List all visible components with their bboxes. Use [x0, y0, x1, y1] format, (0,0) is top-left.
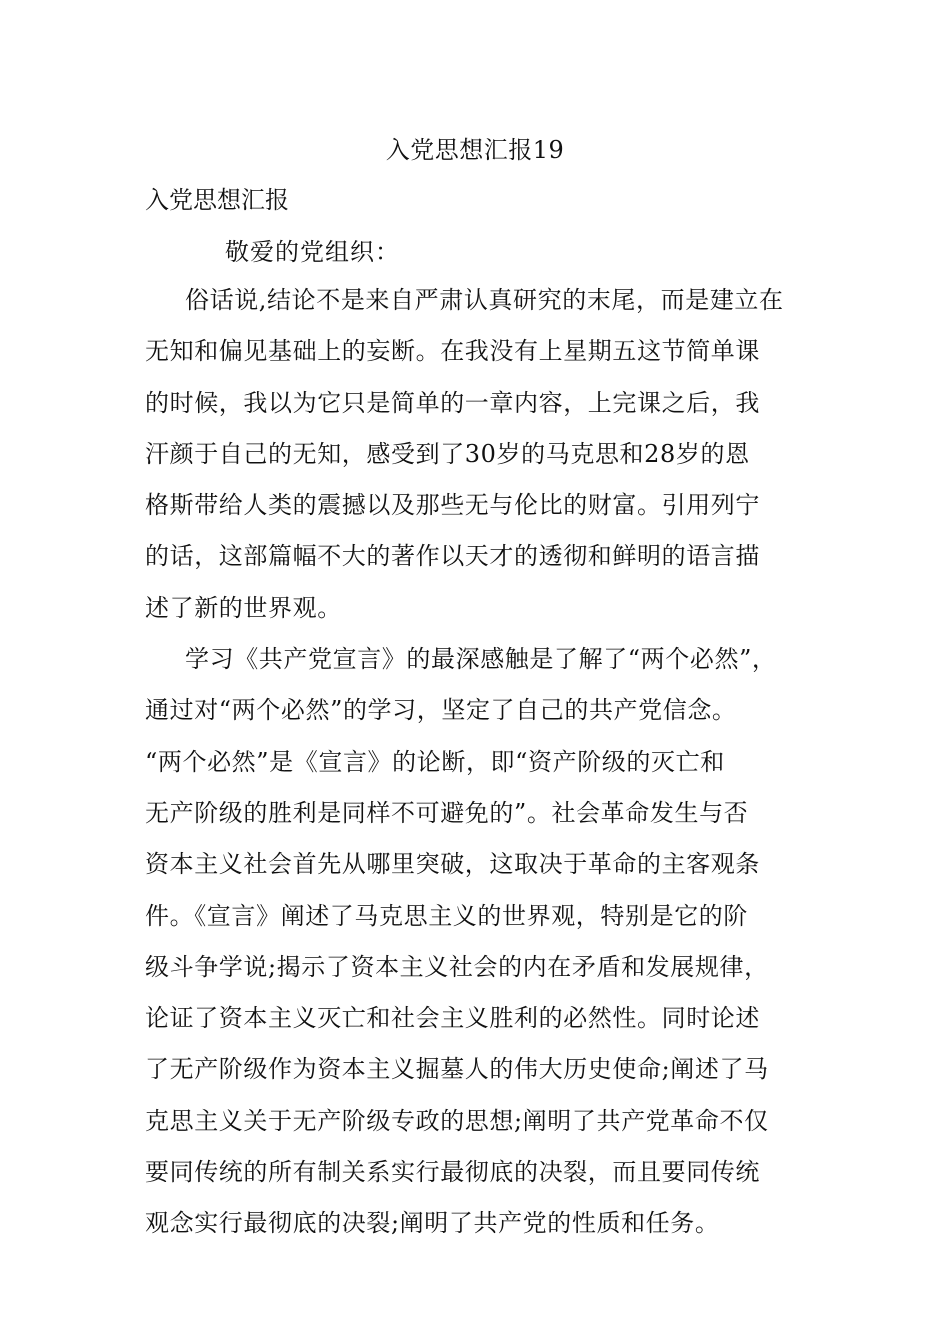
paragraph-1-line: 无知和偏见基础上的妄断。在我没有上星期五这节简单课	[145, 337, 760, 366]
paragraph-2-line: 资本主义社会首先从哪里突破，这取决于革命的主客观条	[145, 850, 760, 879]
paragraph-2-line: 件。《宣言》阐述了马克思主义的世界观，特别是它的阶	[145, 901, 748, 930]
paragraph-2-line: 要同传统的所有制关系实行最彻底的决裂，而且要同传统	[145, 1158, 760, 1187]
body-text	[145, 282, 825, 1257]
paragraph-2-line: 通过对“两个必然”的学习，坚定了自己的共产党信念。	[145, 696, 737, 725]
paragraph-1-line: 的话，这部篇幅不大的著作以天才的透彻和鲜明的语言描	[145, 542, 760, 571]
paragraph-2-line: 克思主义关于无产阶级专政的思想;阐明了共产党革命不仅	[145, 1106, 769, 1135]
paragraph-2-line: 学习《共产党宣言》的最深感触是了解了“两个必然”，	[185, 645, 777, 674]
paragraph-1-line: 格斯带给人类的震撼以及那些无与伦比的财富。引用列宁	[145, 491, 760, 520]
salutation: 敬爱的党组织：	[225, 238, 400, 266]
paragraph-2-line: 论证了资本主义灭亡和社会主义胜利的必然性。同时论述	[145, 1004, 760, 1033]
document-subtitle: 入党思想汇报	[145, 186, 289, 214]
paragraph-2-line: 观念实行最彻底的决裂;阐明了共产党的性质和任务。	[145, 1209, 720, 1238]
paragraph-2-line: 级斗争学说;揭示了资本主义社会的内在矛盾和发展规律，	[145, 952, 769, 981]
paragraph-1-line: 的时候，我以为它只是简单的一章内容，上完课之后，我	[145, 388, 760, 417]
paragraph-1-line: 俗话说,结论不是来自严肃认真研究的末尾，而是建立在	[185, 286, 784, 314]
paragraph-1-line: 述了新的世界观。	[145, 593, 342, 622]
paragraph-2-line: 了无产阶级作为资本主义掘墓人的伟大历史使命;阐述了马	[145, 1055, 769, 1084]
paragraph-2-line: 无产阶级的胜利是同样不可避免的”。社会革命发生与否	[145, 798, 749, 827]
document-title: 入党思想汇报19	[385, 136, 565, 164]
paragraph-2-line: “两个必然”是《宣言》的论断，即“资产阶级的灭亡和	[145, 747, 725, 776]
paragraph-1-line: 汗颜于自己的无知，感受到了30岁的马克思和28岁的恩	[145, 439, 750, 468]
